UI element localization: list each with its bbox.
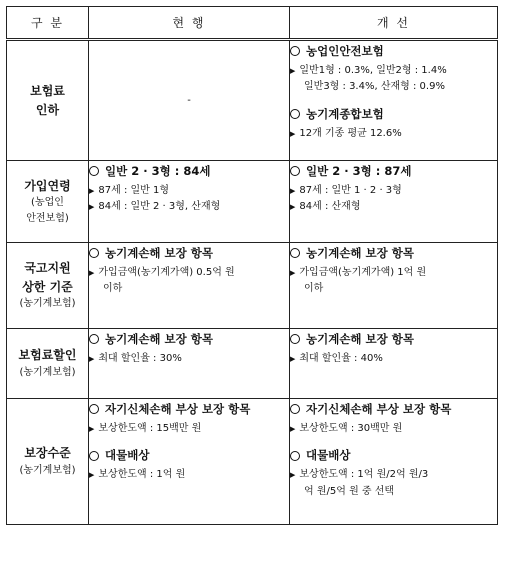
header-category: 구 분 xyxy=(7,7,89,40)
circle-bullet-icon xyxy=(290,404,300,414)
bullet-item: ▶ 가입금액(농기계가액) 0.5억 원 xyxy=(89,266,235,278)
bullet-continuation: 일반3형 : 3.4%, 산재형 : 0.9% xyxy=(304,81,445,93)
circle-bullet-icon xyxy=(89,451,99,461)
row-subsidy-cap xyxy=(7,243,498,329)
triangle-bullet-icon: ▶ xyxy=(290,424,296,433)
current-cell xyxy=(89,243,290,329)
header-current: 현 행 xyxy=(89,7,290,40)
triangle-bullet-icon: ▶ xyxy=(290,186,296,195)
category-label: 보장수준 xyxy=(24,446,71,461)
bullet-item: ▶ 보상한도액 : 1억 원/2억 원/3 xyxy=(290,469,429,481)
section-heading: 일반 2 · 3형 : 84세 xyxy=(89,162,289,181)
header-row xyxy=(7,7,498,40)
section-heading: 농기계손해 보장 항목 xyxy=(89,330,289,349)
category-cell xyxy=(7,40,89,161)
category-label: 국고지원 xyxy=(24,261,71,276)
section-heading: 대물배상 xyxy=(290,446,497,465)
row-coverage-level xyxy=(7,399,498,525)
improved-cell xyxy=(290,243,498,329)
category-sublabel: (농기계보험) xyxy=(19,465,76,477)
circle-bullet-icon xyxy=(290,166,300,176)
section-heading: 일반 2 · 3형 : 87세 xyxy=(290,162,497,181)
category-label: 상한 기준 xyxy=(22,279,73,294)
bullet-item: ▶ 84세 : 산재형 xyxy=(290,201,361,213)
circle-bullet-icon xyxy=(290,46,300,56)
triangle-bullet-icon: ▶ xyxy=(89,186,95,195)
comparison-table xyxy=(6,6,498,525)
current-cell xyxy=(89,329,290,399)
triangle-bullet-icon: ▶ xyxy=(290,354,296,363)
triangle-bullet-icon: ▶ xyxy=(89,354,95,363)
section-heading: 농기계손해 보장 항목 xyxy=(290,244,497,263)
triangle-bullet-icon: ▶ xyxy=(89,471,95,480)
bullet-continuation: 이하 xyxy=(103,283,123,295)
category-label: 인하 xyxy=(35,102,60,117)
bullet-item: ▶ 최대 할인율 : 30% xyxy=(89,352,182,364)
circle-bullet-icon xyxy=(89,166,99,176)
category-label: 가입연령 xyxy=(24,178,71,193)
improved-cell xyxy=(290,399,498,525)
section-heading: 자기신체손해 부상 보장 항목 xyxy=(290,400,497,419)
triangle-bullet-icon: ▶ xyxy=(89,424,95,433)
section-heading: 대물배상 xyxy=(89,446,289,465)
category-sublabel: (농업인 xyxy=(31,197,64,209)
circle-bullet-icon xyxy=(89,404,99,414)
section-heading: 자기신체손해 부상 보장 항목 xyxy=(89,400,289,419)
empty-dash: - xyxy=(187,95,191,106)
header-improved: 개 선 xyxy=(290,7,498,40)
bullet-item: ▶ 87세 : 일반 1형 xyxy=(89,184,170,196)
circle-bullet-icon xyxy=(290,109,300,119)
bullet-item: ▶ 일반1형 : 0.3%, 일반2형 : 1.4% xyxy=(290,64,447,76)
triangle-bullet-icon: ▶ xyxy=(290,471,296,480)
circle-bullet-icon xyxy=(89,248,99,258)
triangle-bullet-icon: ▶ xyxy=(290,129,296,138)
bullet-item: ▶ 보상한도액 : 1억 원 xyxy=(89,469,186,481)
category-cell xyxy=(7,243,89,329)
row-premium-reduction xyxy=(7,40,498,161)
bullet-item: ▶ 최대 할인율 : 40% xyxy=(290,352,383,364)
bullet-item: ▶ 보상한도액 : 15백만 원 xyxy=(89,422,202,434)
bullet-item: ▶ 보상한도액 : 30백만 원 xyxy=(290,422,403,434)
bullet-continuation: 억 원/5억 원 중 선택 xyxy=(304,485,395,497)
circle-bullet-icon xyxy=(290,248,300,258)
bullet-item: ▶ 가입금액(농기계가액) 1억 원 xyxy=(290,266,427,278)
category-cell xyxy=(7,161,89,243)
current-cell xyxy=(89,40,290,161)
category-label: 보험료할인 xyxy=(18,348,77,363)
section-heading: 농기계종합보험 xyxy=(290,105,497,124)
circle-bullet-icon xyxy=(89,334,99,344)
category-sublabel: (농기계보험) xyxy=(19,367,76,379)
improved-cell xyxy=(290,329,498,399)
category-cell xyxy=(7,329,89,399)
current-cell xyxy=(89,399,290,525)
circle-bullet-icon xyxy=(290,334,300,344)
category-cell xyxy=(7,399,89,525)
category-label: 보험료 xyxy=(30,83,65,98)
triangle-bullet-icon: ▶ xyxy=(89,268,95,277)
section-heading: 농업인안전보험 xyxy=(290,42,497,61)
bullet-item: ▶ 87세 : 일반 1 · 2 · 3형 xyxy=(290,184,402,196)
bullet-item: ▶ 84세 : 일반 2 · 3형, 산재형 xyxy=(89,201,221,213)
improved-cell xyxy=(290,40,498,161)
circle-bullet-icon xyxy=(290,451,300,461)
bullet-item: ▶ 12개 기종 평균 12.6% xyxy=(290,127,402,139)
category-sublabel: (농기계보험) xyxy=(19,298,76,310)
triangle-bullet-icon: ▶ xyxy=(290,203,296,212)
triangle-bullet-icon: ▶ xyxy=(290,268,296,277)
triangle-bullet-icon: ▶ xyxy=(290,66,296,75)
section-heading: 농기계손해 보장 항목 xyxy=(89,244,289,263)
bullet-continuation: 이하 xyxy=(304,283,324,295)
triangle-bullet-icon: ▶ xyxy=(89,203,95,212)
row-premium-discount xyxy=(7,329,498,399)
current-cell xyxy=(89,161,290,243)
improved-cell xyxy=(290,161,498,243)
section-heading: 농기계손해 보장 항목 xyxy=(290,330,497,349)
category-sublabel: 안전보험) xyxy=(26,212,69,224)
row-age-limit xyxy=(7,161,498,243)
